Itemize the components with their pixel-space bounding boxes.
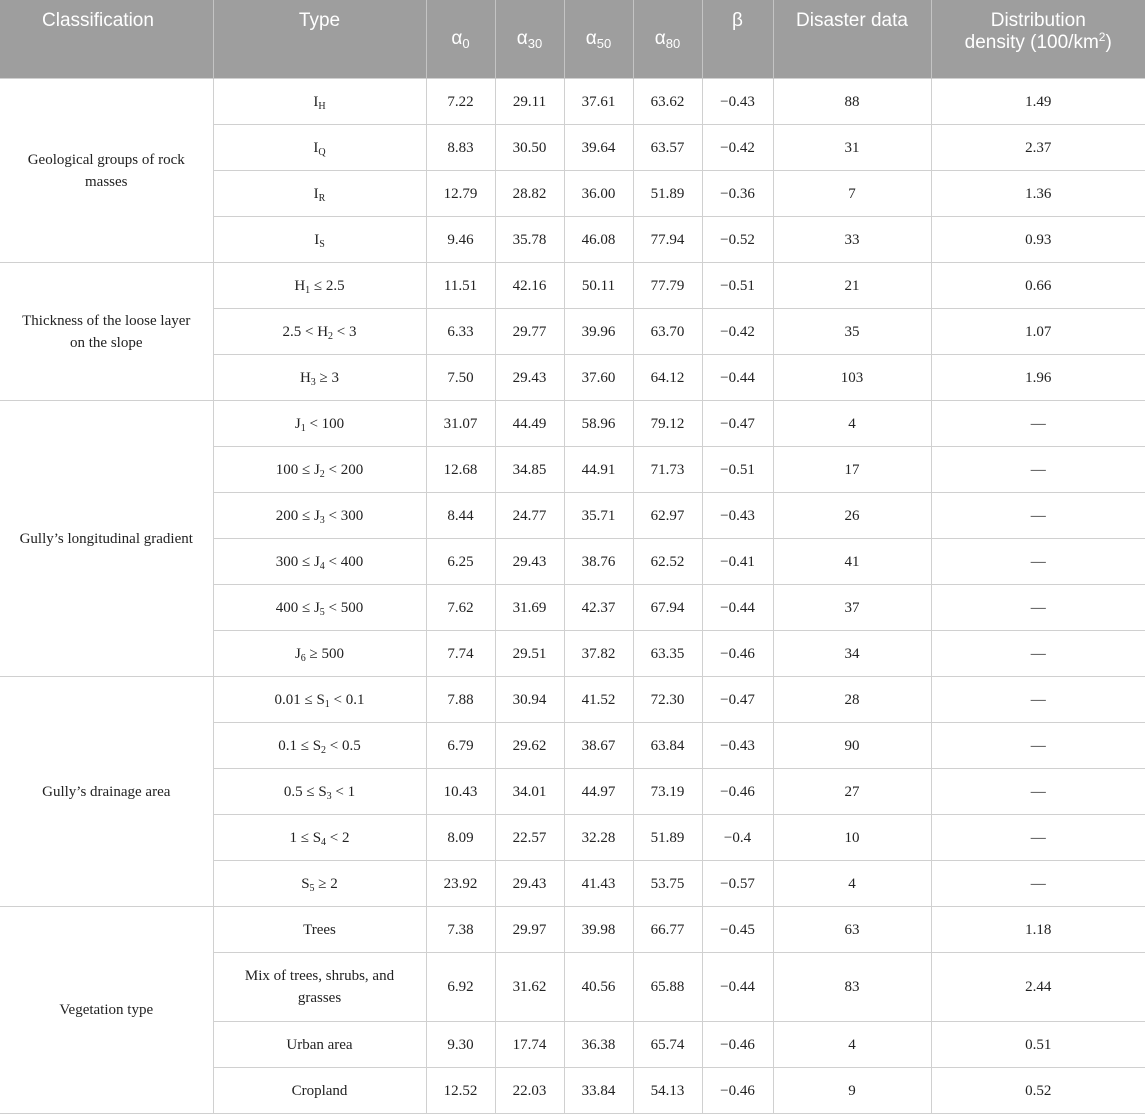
type-cell: Cropland [213,1068,426,1114]
disaster-data-cell: 31 [773,125,931,171]
alpha-50-cell: 35.71 [564,493,633,539]
alpha-50-cell: 36.38 [564,1022,633,1068]
type-cell: $0.5 \le S_3 < 1$ [213,769,426,815]
disaster-data-cell: 4 [773,1022,931,1068]
disaster-data-cell: 28 [773,677,931,723]
alpha-50-cell: 39.64 [564,125,633,171]
alpha-0-cell: 9.30 [426,1022,495,1068]
header-type: Type [213,0,426,79]
alpha-50-cell: 38.76 [564,539,633,585]
beta-cell: −0.46 [702,1022,773,1068]
distribution-density-cell: 1.49 [931,79,1145,125]
type-cell: Trees [213,907,426,953]
classification-cell: Vegetation type [0,907,213,1114]
beta-cell: −0.4 [702,815,773,861]
type-cell: Mix of trees, shrubs, and grasses [213,953,426,1022]
alpha-30-cell: 34.01 [495,769,564,815]
alpha-30-cell: 29.97 [495,907,564,953]
disaster-data-cell: 103 [773,355,931,401]
distribution-density-cell: — [931,493,1145,539]
disaster-data-cell: 83 [773,953,931,1022]
type-cell: $I_Q$ [213,125,426,171]
alpha-30-cell: 34.85 [495,447,564,493]
distribution-density-cell: — [931,401,1145,447]
beta-cell: −0.45 [702,907,773,953]
beta-cell: −0.42 [702,309,773,355]
type-cell: $1 \le S_4 < 2$ [213,815,426,861]
beta-cell: −0.44 [702,355,773,401]
alpha-30-cell: 31.69 [495,585,564,631]
distribution-density-cell: — [931,631,1145,677]
alpha-0-cell: 11.51 [426,263,495,309]
alpha-50-cell: 44.91 [564,447,633,493]
alpha-0-cell: 7.50 [426,355,495,401]
alpha-0-cell: 6.79 [426,723,495,769]
table-row [0,401,1145,447]
alpha-0-cell: 7.88 [426,677,495,723]
alpha-30-cell: 29.77 [495,309,564,355]
distribution-density-cell: 0.51 [931,1022,1145,1068]
disaster-data-cell: 7 [773,171,931,217]
alpha-80-cell: 63.57 [633,125,702,171]
type-cell: $I_S$ [213,217,426,263]
table-row [0,79,1145,125]
alpha-50-cell: 32.28 [564,815,633,861]
type-cell: $300 \le J_4 < 400$ [213,539,426,585]
alpha-30-cell: 29.62 [495,723,564,769]
type-cell: $J_6 \ge 500$ [213,631,426,677]
distribution-density-cell: — [931,585,1145,631]
distribution-density-cell: 0.66 [931,263,1145,309]
alpha-0-cell: 12.68 [426,447,495,493]
alpha-80-cell: 77.79 [633,263,702,309]
alpha-50-cell: 38.67 [564,723,633,769]
alpha-50-cell: 50.11 [564,263,633,309]
distribution-density-cell: — [931,769,1145,815]
alpha-80-cell: 77.94 [633,217,702,263]
alpha-0-cell: 8.83 [426,125,495,171]
alpha-0-cell: 8.44 [426,493,495,539]
alpha-0-cell: 9.46 [426,217,495,263]
beta-cell: −0.41 [702,539,773,585]
type-cell: $J_1 < 100$ [213,401,426,447]
alpha-50-cell: 58.96 [564,401,633,447]
type-cell: $400 \le J_5 < 500$ [213,585,426,631]
alpha-0-cell: 6.25 [426,539,495,585]
alpha-0-cell: 7.74 [426,631,495,677]
disaster-data-cell: 10 [773,815,931,861]
alpha-80-cell: 72.30 [633,677,702,723]
distribution-density-cell: — [931,539,1145,585]
distribution-density-cell: 0.93 [931,217,1145,263]
beta-cell: −0.52 [702,217,773,263]
distribution-density-cell: — [931,447,1145,493]
alpha-80-cell: 66.77 [633,907,702,953]
alpha-80-cell: 53.75 [633,861,702,907]
type-cell: $S_5 \ge 2$ [213,861,426,907]
alpha-30-cell: 22.03 [495,1068,564,1114]
distribution-density-cell: 2.37 [931,125,1145,171]
alpha-50-cell: 37.82 [564,631,633,677]
header-classification: Classification [0,0,213,79]
alpha-0-cell: 6.33 [426,309,495,355]
alpha-30-cell: 44.49 [495,401,564,447]
alpha-0-cell: 7.62 [426,585,495,631]
alpha-80-cell: 63.70 [633,309,702,355]
table-row [0,677,1145,723]
alpha-30-cell: 30.94 [495,677,564,723]
distribution-density-cell: 1.36 [931,171,1145,217]
alpha-30-cell: 30.50 [495,125,564,171]
alpha-30-cell: 29.51 [495,631,564,677]
disaster-data-cell: 63 [773,907,931,953]
alpha-50-cell: 33.84 [564,1068,633,1114]
alpha-80-cell: 65.88 [633,953,702,1022]
type-cell: Urban area [213,1022,426,1068]
alpha-0-cell: 23.92 [426,861,495,907]
alpha-80-cell: 54.13 [633,1068,702,1114]
alpha-30-cell: 17.74 [495,1022,564,1068]
beta-cell: −0.46 [702,769,773,815]
alpha-50-cell: 37.60 [564,355,633,401]
alpha-80-cell: 71.73 [633,447,702,493]
disaster-data-cell: 21 [773,263,931,309]
type-cell: $0.01 \le S_1 < 0.1$ [213,677,426,723]
beta-cell: −0.51 [702,263,773,309]
alpha-30-cell: 29.43 [495,355,564,401]
distribution-density-cell: 1.07 [931,309,1145,355]
alpha-80-cell: 51.89 [633,815,702,861]
classification-cell: Thickness of the loose layer on the slope [0,263,213,401]
alpha-80-cell: 79.12 [633,401,702,447]
alpha-30-cell: 22.57 [495,815,564,861]
distribution-density-cell: — [931,815,1145,861]
classification-cell: Geological groups of rock masses [0,79,213,263]
alpha-0-cell: 7.38 [426,907,495,953]
alpha-0-cell: 8.09 [426,815,495,861]
beta-cell: −0.43 [702,79,773,125]
distribution-density-cell: 1.18 [931,907,1145,953]
header-disaster-data: Disaster data [773,0,931,79]
type-cell: $100 \le J_2 < 200$ [213,447,426,493]
alpha-50-cell: 41.43 [564,861,633,907]
disaster-data-cell: 33 [773,217,931,263]
alpha-80-cell: 64.12 [633,355,702,401]
distribution-density-cell: — [931,723,1145,769]
type-cell: $H_1 \le 2.5$ [213,263,426,309]
alpha-50-cell: 40.56 [564,953,633,1022]
alpha-30-cell: 29.43 [495,539,564,585]
alpha-80-cell: 63.62 [633,79,702,125]
alpha-30-cell: 24.77 [495,493,564,539]
disaster-data-cell: 4 [773,861,931,907]
alpha-80-cell: 63.35 [633,631,702,677]
type-cell: $2.5 < H_2 < 3$ [213,309,426,355]
alpha-80-cell: 67.94 [633,585,702,631]
alpha-30-cell: 35.78 [495,217,564,263]
disaster-data-cell: 88 [773,79,931,125]
distribution-density-cell: 1.96 [931,355,1145,401]
type-cell: $I_H$ [213,79,426,125]
beta-cell: −0.43 [702,723,773,769]
beta-cell: −0.36 [702,171,773,217]
disaster-data-cell: 4 [773,401,931,447]
beta-cell: −0.44 [702,953,773,1022]
beta-cell: −0.51 [702,447,773,493]
alpha-30-cell: 31.62 [495,953,564,1022]
alpha-80-cell: 51.89 [633,171,702,217]
alpha-30-cell: 29.11 [495,79,564,125]
beta-cell: −0.42 [702,125,773,171]
alpha-50-cell: 44.97 [564,769,633,815]
header-alpha-50: $\alpha_{50}$ [564,0,633,79]
disaster-data-cell: 35 [773,309,931,355]
type-cell: $H_3 \ge 3$ [213,355,426,401]
beta-cell: −0.46 [702,1068,773,1114]
disaster-data-cell: 34 [773,631,931,677]
alpha-0-cell: 12.79 [426,171,495,217]
alpha-80-cell: 65.74 [633,1022,702,1068]
table-body [0,79,1145,1114]
header-alpha-30: $\alpha_{30}$ [495,0,564,79]
alpha-0-cell: 6.92 [426,953,495,1022]
alpha-50-cell: 41.52 [564,677,633,723]
alpha-0-cell: 12.52 [426,1068,495,1114]
distribution-density-cell: — [931,677,1145,723]
table-row [0,263,1145,309]
alpha-50-cell: 36.00 [564,171,633,217]
beta-cell: −0.47 [702,677,773,723]
alpha-50-cell: 37.61 [564,79,633,125]
type-cell: $I_R$ [213,171,426,217]
alpha-30-cell: 28.82 [495,171,564,217]
beta-cell: −0.43 [702,493,773,539]
header-beta: β [702,0,773,79]
disaster-data-cell: 9 [773,1068,931,1114]
alpha-50-cell: 42.37 [564,585,633,631]
alpha-50-cell: 46.08 [564,217,633,263]
type-cell: $200 \le J_3 < 300$ [213,493,426,539]
disaster-data-cell: 90 [773,723,931,769]
disaster-data-cell: 41 [773,539,931,585]
header-distribution-density: Distribution density $(100/km^2)$ [931,0,1145,79]
header-alpha-80: $\alpha_{80}$ [633,0,702,79]
alpha-50-cell: 39.96 [564,309,633,355]
disaster-data-cell: 27 [773,769,931,815]
disaster-data-cell: 26 [773,493,931,539]
beta-cell: −0.46 [702,631,773,677]
table-row [0,907,1145,953]
alpha-0-cell: 7.22 [426,79,495,125]
table-header [0,0,1145,79]
alpha-80-cell: 62.52 [633,539,702,585]
distribution-density-cell: — [931,861,1145,907]
distribution-density-cell: 2.44 [931,953,1145,1022]
disaster-data-cell: 37 [773,585,931,631]
alpha-0-cell: 10.43 [426,769,495,815]
classification-cell: Gully’s longitudinal gradient [0,401,213,677]
type-cell: $0.1 \le S_2 < 0.5$ [213,723,426,769]
beta-cell: −0.47 [702,401,773,447]
alpha-80-cell: 73.19 [633,769,702,815]
distribution-density-cell: 0.52 [931,1068,1145,1114]
beta-cell: −0.44 [702,585,773,631]
alpha-80-cell: 63.84 [633,723,702,769]
header-alpha-0: $\alpha_0$ [426,0,495,79]
alpha-0-cell: 31.07 [426,401,495,447]
alpha-30-cell: 29.43 [495,861,564,907]
alpha-30-cell: 42.16 [495,263,564,309]
disaster-data-cell: 17 [773,447,931,493]
classification-cell: Gully’s drainage area [0,677,213,907]
alpha-50-cell: 39.98 [564,907,633,953]
alpha-80-cell: 62.97 [633,493,702,539]
beta-cell: −0.57 [702,861,773,907]
